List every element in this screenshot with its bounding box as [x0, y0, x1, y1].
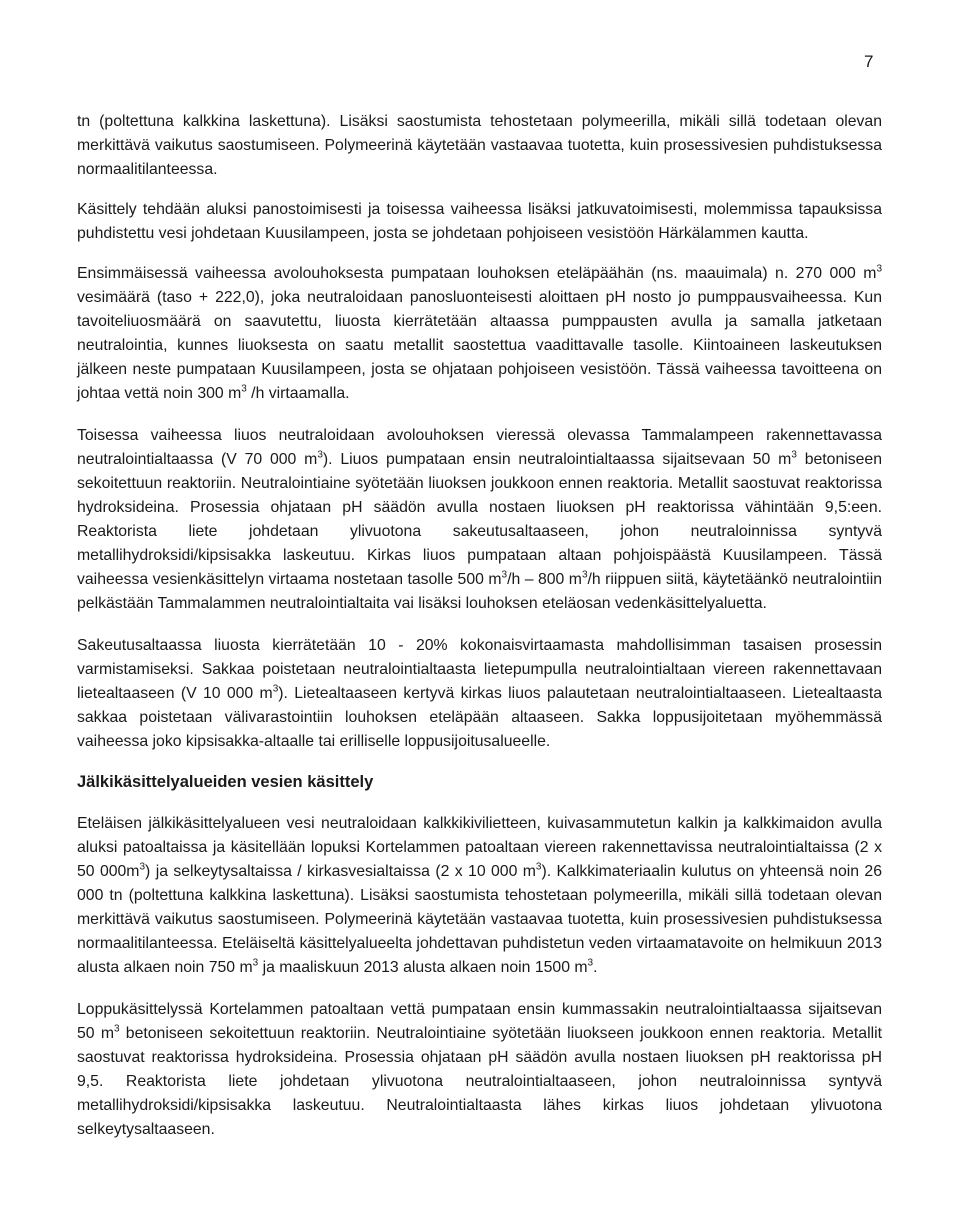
paragraph-3-text-c: /h virtaamalla.: [246, 385, 350, 402]
paragraph-6-text-d: ja maaliskuun 2013 alusta alkaen noin 1500 m: [258, 959, 588, 976]
paragraph-4-text-c: betoniseen sekoitettuun reaktoriin. Neutralointiaine syötetään liuoksen joukkoon ennen reaktoria. Metallit saostuvat reaktorissa hydroksideina. Prosessia ohjataan pH säädön avulla nostaen liuoksen pH reaktorissa vähintään 9,5:een. Reaktorista liete johdetaan ylivuotona sakeutusaltaaseen, johon neutraloinnissa syntyvä metallihydroksidi/kipsisakka laskeutuu. Kirkas liuos pumpataan altaan pohjoispäästä Kuusilampeen. Tässä vaiheessa vesienkäsittelyn virtaama nostetaan tasolle 500 m: [77, 451, 882, 588]
document-body: [77, 110, 882, 1142]
paragraph-6-text-b: ) ja selkeytysaltaissa / kirkasvesialtaissa (2 x 10 000 m: [145, 863, 536, 880]
superscript-3: 3: [252, 957, 259, 969]
paragraph-4: [77, 424, 882, 616]
paragraph-4-text-a: Toisessa vaiheessa liuos neutraloidaan avolouhoksen vieressä olevassa Tammalampeen rakennettavassa neutralointialtaassa (V 70 000 m: [77, 427, 882, 468]
paragraph-2: Käsittely tehdään aluksi panostoimisesti ja toisessa vaiheessa lisäksi jatkuvatoimisesti, molemmissa tapauksissa puhdistettu vesi johdetaan Kuusilampeen, josta se johdetaan pohjoiseen vesistöön Härkälammen kautta.: [77, 201, 882, 242]
superscript-3: 3: [581, 569, 588, 581]
paragraph-1: tn (poltettuna kalkkina laskettuna). Lisäksi saostumista tehostetaan polymeerilla, mikäli sillä todetaan olevan merkittävä vaikutus saostumiseen. Polymeerinä käytetään vastaavaa tuotetta, kuin prosessivesien puhdistuksessa normaalitilanteessa.: [77, 113, 882, 178]
superscript-3: 3: [317, 449, 323, 461]
paragraph-5-text-b: ). Lietealtaaseen kertyvä kirkas liuos palautetaan neutralointialtaaseen. Lietealtaasta sakkaa poistetaan välivarastointiin louhoksen eteläpään altaaseen. Sakka loppusijoitetaan myöhemmässä vaiheessa joko kipsisakka-altaalle tai erilliselle loppusijoitusalueelle.: [77, 685, 882, 750]
superscript-3: 3: [535, 861, 542, 873]
superscript-3: 3: [113, 1023, 120, 1035]
paragraph-4-text-b: ). Liuos pumpataan ensin neutralointialtaassa sijaitsevaan 50 m: [322, 451, 792, 468]
paragraph-5-text-a: Sakeutusaltaassa liuosta kierrätetään 10 - 20% kokonaisvirtaamasta mahdollisimman tasaisen prosessin varmistamiseksi. Sakkaa poistetaan neutralointialtaasta lietepumpulla neutralointialtaan viereen rakennettavaan lietealtaaseen (V 10 000 m: [77, 637, 882, 702]
paragraph-3-text-b: vesimäärä (taso + 222,0), joka neutraloidaan panosluonteisesti aloittaen pH nosto jo pumppausvaiheessa. Kun tavoiteliuosmäärä on saavutettu, liuosta kierrätetään altaassa pumppausten avulla ja samalla jatketaan neutralointia, kunnes liuoksesta on saatu metallit saostettua vaadittavalle tasolle. Kiintoaineen laskeutuksen jälkeen neste pumpataan Kuusilampeen, josta se ohjataan pohjoiseen vesistöön. Tässä vaiheessa tavoitteena on johtaa vettä noin 300 m: [77, 289, 882, 402]
superscript-3: 3: [139, 861, 146, 873]
paragraph-6-text-a: Eteläisen jälkikäsittelyalueen vesi neutraloidaan kalkkikivilietteen, kuivasammutetun kalkin ja kalkkimaidon avulla aluksi patoaltaissa ja käsitellään lopuksi Kortelammen patoaltaan viereen rakennettavissa neutralointialtaissa (2 x 50 000m: [77, 815, 882, 880]
superscript-3: 3: [587, 957, 594, 969]
paragraph-6-text-e: .: [593, 959, 598, 976]
superscript-3: 3: [791, 449, 797, 461]
paragraph-5: [77, 634, 882, 754]
paragraph-7-text-a: Loppukäsittelyssä Kortelammen patoaltaan vettä pumpataan ensin kummassakin neutralointialtaassa sijaitsevan 50 m: [77, 1001, 882, 1042]
page-number: 7: [864, 52, 874, 71]
paragraph-7-text-b: betoniseen sekoitettuun reaktoriin. Neutralointiaine syötetään liuokseen joukkoon ennen reaktoria. Metallit saostuvat reaktorissa hydroksideina. Prosessia ohjataan pH säädön avulla nostaen liuoksen pH reaktorissa pH 9,5. Reaktorista liete johdetaan ylivuotona neutralointialtaaseen, johon neutraloinnissa syntyvä metallihydroksidi/kipsisakka laskeutuu. Neutralointialtaasta lähes kirkas liuos johdetaan ylivuotona selkeytysaltaaseen.: [77, 1025, 882, 1138]
paragraph-6-text-c: ). Kalkkimateriaalin kulutus on yhteensä noin 26 000 tn (poltettuna kalkkina laskettuna). Lisäksi saostumista tehostetaan polymeerilla, mikäli sillä todetaan olevan merkittävä vaikutus saostumiseen. Polymeerinä käytetään vastaavaa tuotetta, kuin prosessivesien puhdistuksessa normaalitilanteessa. Eteläiseltä käsittelyalueelta johdettavan puhdistetun veden virtaamatavoite on helmikuun 2013 alusta alkaen noin 750 m: [77, 863, 882, 976]
paragraph-4-text-e: /h riippuen siitä, käytetäänkö neutralointiin pelkästään Tammalammen neutralointialtaita vai lisäksi louhoksen eteläosan vedenkäsittelyaluetta.: [77, 571, 882, 612]
paragraph-3: [77, 262, 882, 406]
paragraph-6: [77, 812, 882, 980]
paragraph-7: [77, 998, 882, 1142]
superscript-3: 3: [241, 383, 247, 395]
section-heading: Jälkikäsittelyalueiden vesien käsittely: [77, 773, 374, 791]
superscript-3: 3: [501, 569, 508, 581]
paragraph-4-text-d: /h – 800 m: [507, 571, 582, 588]
superscript-3: 3: [876, 263, 882, 275]
paragraph-3-text-a: Ensimmäisessä vaiheessa avolouhoksesta pumpataan louhoksen eteläpäähän (ns. maauimala) n. 270 000 m: [77, 265, 877, 282]
superscript-3: 3: [272, 683, 279, 695]
